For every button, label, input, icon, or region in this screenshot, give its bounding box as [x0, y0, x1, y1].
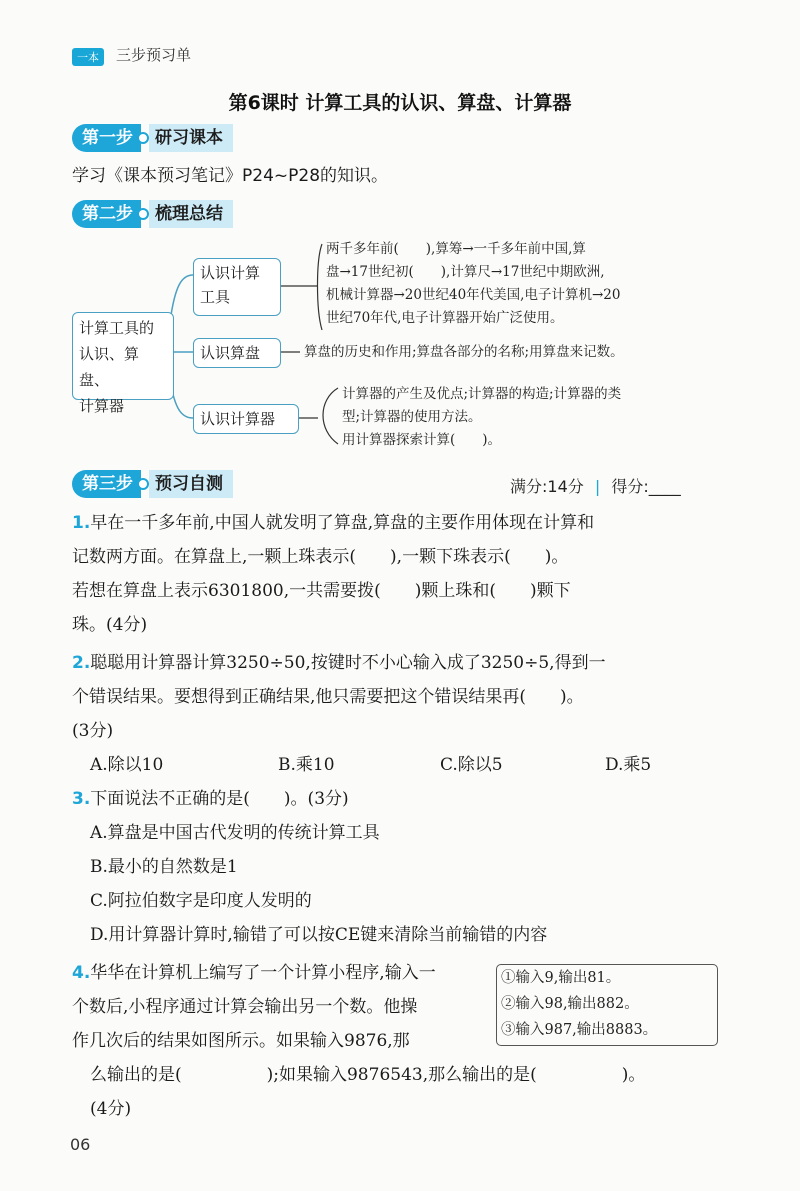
step3-label: 第三步: [72, 470, 141, 498]
root-line: 计算器: [79, 397, 125, 415]
step3-name: 预习自测: [149, 470, 233, 498]
step3-header: [72, 470, 233, 498]
q1-number: 1.: [72, 513, 91, 533]
q4-example-box: [496, 964, 718, 1046]
q2-line: (3分): [72, 721, 114, 741]
step2-name: 梳理总结: [149, 200, 233, 228]
q1-line: [72, 506, 732, 540]
step-dot-icon: [137, 132, 149, 144]
detail-line: 机械计算器→20世纪40年代美国,电子计算机→20: [326, 287, 621, 303]
gained-score: 得分:____: [611, 477, 681, 496]
series-title: 三步预习单: [116, 46, 192, 64]
branch-tools-details: [326, 238, 620, 330]
question-3: [72, 782, 732, 952]
q2-number: 2.: [72, 653, 91, 673]
q3-number: 3.: [72, 789, 91, 809]
step1-name: 研习课本: [149, 124, 233, 152]
lesson-title: 第6课时 计算工具的认识、算盘、计算器: [228, 92, 572, 114]
branch-calculator: 认识计算器: [193, 404, 299, 434]
q4-line: 作几次后的结果如图所示。如果输入9876,那: [72, 1031, 410, 1051]
q4-example-line: ③输入987,输出8883。: [501, 1022, 658, 1038]
brand-badge: 一本: [72, 48, 104, 66]
detail-line: 型;计算器的使用方法。: [342, 409, 482, 425]
branch-abacus: 认识算盘: [193, 338, 281, 368]
step2-label: 第二步: [72, 200, 141, 228]
step1-label: 第一步: [72, 124, 141, 152]
branch-tools: [193, 258, 281, 316]
q1-text: 早在一千多年前,中国人就发明了算盘,算盘的主要作用体现在计算和: [90, 513, 595, 533]
root-line: 计算工具的: [79, 319, 155, 337]
q4-example-line: ①输入9,输出81。: [501, 970, 621, 986]
q3-option-a: A.算盘是中国古代发明的传统计算工具: [90, 823, 380, 843]
mindmap-root: [72, 312, 174, 415]
step-dot-icon: [137, 478, 149, 490]
q4-text: 华华在计算机上编写了一个计算小程序,输入一: [90, 963, 436, 983]
detail-line: 盘→17世纪初( ),计算尺→17世纪中期欧洲,: [326, 264, 605, 280]
q1-line: 记数两方面。在算盘上,一颗上珠表示( ),一颗下珠表示( )。: [72, 547, 569, 567]
score-separator: |: [594, 477, 601, 496]
q3-text: 下面说法不正确的是( )。(3分): [90, 789, 349, 809]
q2-line: [72, 646, 732, 680]
q2-line: 个错误结果。要想得到正确结果,他只需要把这个错误结果再( )。: [72, 687, 584, 707]
q4-number: 4.: [72, 963, 91, 983]
question-4: [72, 956, 497, 1058]
full-score: 满分:14分: [510, 477, 584, 496]
detail-line: 世纪70年代,电子计算器开始广泛使用。: [326, 310, 564, 326]
step-dot-icon: [137, 208, 149, 220]
q2-option-a: A.除以10: [90, 755, 164, 775]
q3-option-b: B.最小的自然数是1: [90, 857, 238, 877]
branch-calculator-details: [342, 383, 621, 452]
branch-tools-line: 认识计算: [200, 264, 261, 282]
q3-option-d: D.用计算器计算时,输错了可以按CE键来清除当前输错的内容: [90, 925, 548, 945]
q4-line5: (4分): [90, 1099, 132, 1119]
q1-line: 若想在算盘上表示6301800,一共需要拨( )颗上珠和( )颗下: [72, 581, 571, 601]
q4-example-line: ②输入98,输出882。: [501, 996, 639, 1012]
question-2: [72, 646, 732, 748]
q1-line: 珠。(4分): [72, 615, 148, 635]
q4-line4: 么输出的是( );如果输入9876543,那么输出的是( )。: [90, 1065, 646, 1085]
step1-text: 学习《课本预习笔记》P24~P28的知识。: [72, 166, 389, 186]
q2-option-d: D.乘5: [605, 755, 652, 775]
q3-option-c: C.阿拉伯数字是印度人发明的: [90, 891, 312, 911]
root-line: 认识、算盘、: [79, 345, 140, 389]
q3-stem: [72, 782, 732, 816]
q4-line: [72, 956, 497, 990]
q2-option-c: C.除以5: [440, 755, 503, 775]
detail-line: 用计算器探索计算( )。: [342, 432, 502, 448]
q2-option-b: B.乘10: [278, 755, 335, 775]
question-1: [72, 506, 732, 642]
q2-text: 聪聪用计算器计算3250÷50,按键时不小心输入成了3250÷5,得到一: [90, 653, 606, 673]
detail-line: 计算器的产生及优点;计算器的构造;计算器的类: [342, 386, 622, 402]
branch-abacus-detail: 算盘的历史和作用;算盘各部分的名称;用算盘来记数。: [304, 344, 624, 360]
score-area: [510, 474, 681, 497]
page-number: 06: [70, 1135, 91, 1154]
q4-line: 个数后,小程序通过计算会输出另一个数。他操: [72, 997, 418, 1017]
branch-tools-line: 工具: [200, 288, 231, 306]
detail-line: 两千多年前( ),算筹→一千多年前中国,算: [326, 241, 586, 257]
